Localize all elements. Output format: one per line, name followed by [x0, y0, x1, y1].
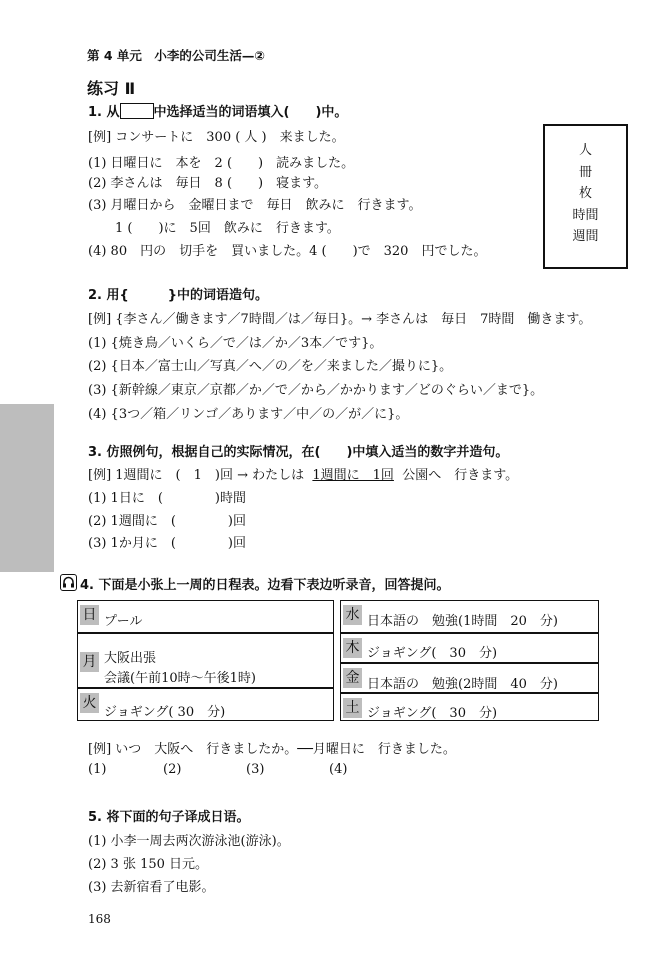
schedule-tuesday: 火 ジョギング( 30 分) — [77, 688, 334, 721]
day-label: 水 — [343, 605, 362, 625]
q2-instruction: 2. 用{ }中的词语造句。 — [88, 288, 269, 303]
day-label: 火 — [80, 693, 99, 713]
day-label: 日 — [80, 605, 99, 625]
word-box — [543, 124, 628, 269]
word-box-item: 冊 — [578, 164, 592, 180]
schedule-thursday: 木 ジョギング( 30 分) — [340, 633, 599, 663]
day-label: 土 — [343, 698, 362, 718]
q3-item-1: (1) 1日に ( )時間 — [88, 491, 246, 506]
q5-item-3: (3) 去新宿看了电影。 — [88, 880, 215, 895]
q4-number-3: (3) — [246, 762, 265, 777]
q1-item-4: (4) 80 円の 切手を 買いました。4 ( )で 320 円でした。 — [88, 244, 487, 259]
schedule-wednesday: 水 日本語の 勉強(1時間 20 分) — [340, 600, 599, 633]
q1-box-symbol — [120, 103, 154, 119]
q1-item-2: (2) 李さんは 毎日 8 ( ) 寝ます。 — [88, 176, 328, 191]
q4-number-4: (4) — [329, 762, 348, 777]
unit-header: 第 4 单元 小李的公司生活—② — [87, 48, 265, 63]
headphone-icon — [60, 574, 77, 591]
q5-instruction: 5. 将下面的句子译成日语。 — [88, 810, 250, 825]
exercise-title: 练习 Ⅱ — [87, 79, 136, 98]
q1-example: [例] コンサートに 300 ( 人 ) 来ました。 — [88, 130, 345, 145]
q3-item-2: (2) 1週間に ( )回 — [88, 514, 246, 529]
q1-item-3-cont: 1 ( )に 5回 飲みに 行きます。 — [115, 221, 340, 236]
q4-number-2: (2) — [163, 762, 182, 777]
q2-item-1: (1) {焼き鳥／いくら／で／は／か／3本／です}。 — [88, 336, 383, 351]
q5-item-1: (1) 小李一周去两次游泳池(游泳)。 — [88, 834, 290, 849]
q2-item-4: (4) {3つ／箱／リンゴ／あります／中／の／が／に}。 — [88, 407, 409, 422]
q2-item-3: (3) {新幹線／東京／京都／か／で／から／かかります／どのぐらい／まで}。 — [88, 383, 544, 398]
q1-instruction: 1. 从 中选择适当的词语填入( )中。 — [88, 105, 348, 120]
q3-example: [例] 1週間に ( 1 )回 → わたしは 1週間に 1回 公園へ 行きます。 — [88, 468, 519, 483]
q3-instruction: 3. 仿照例句，根据自己的实际情况，在( )中填入适当的数字并造句。 — [88, 445, 509, 460]
word-box-item: 週間 — [572, 229, 599, 244]
q4-number-1: (1) — [88, 762, 107, 777]
word-box-item: 時間 — [572, 207, 599, 223]
word-box-item: 枚 — [578, 186, 592, 201]
q2-example: [例] {李さん／働きます／7時間／は／毎日}。→ 李さんは 毎日 7時間 働きます。 — [88, 312, 592, 327]
schedule-friday: 金 日本語の 勉強(2時間 40 分) — [340, 663, 599, 693]
q1-item-3: (3) 月曜日から 金曜日まで 毎日 飲みに 行きます。 — [88, 198, 422, 213]
q3-item-3: (3) 1か月に ( )回 — [88, 536, 246, 551]
q4-example: [例] いつ 大阪へ 行きましたか。──月曜日に 行きました。 — [88, 742, 456, 757]
schedule-table — [77, 600, 599, 721]
q4-instruction: 4. 下面是小张上一周的日程表。边看下表边听录音，回答提问。 — [80, 578, 450, 593]
schedule-sunday: 日 プール — [77, 600, 334, 633]
day-label: 月 — [80, 652, 99, 672]
schedule-saturday: 土 ジョギング( 30 分) — [340, 693, 599, 721]
day-label: 木 — [343, 638, 362, 658]
q3-example-answer: 1週間に 1回 — [312, 468, 394, 483]
schedule-monday: 月 大阪出張 会議(午前10時～午後1時) — [77, 633, 334, 688]
q2-item-2: (2) {日本／富士山／写真／へ／の／を／来ました／撮りに}。 — [88, 359, 453, 374]
page-number: 168 — [88, 912, 111, 926]
word-box-item: 人 — [578, 143, 592, 158]
side-tab — [0, 404, 54, 572]
q1-item-1: (1) 日曜日に 本を 2 ( ) 読みました。 — [88, 156, 355, 171]
day-label: 金 — [343, 668, 362, 688]
q5-item-2: (2) 3 张 150 日元。 — [88, 857, 209, 872]
